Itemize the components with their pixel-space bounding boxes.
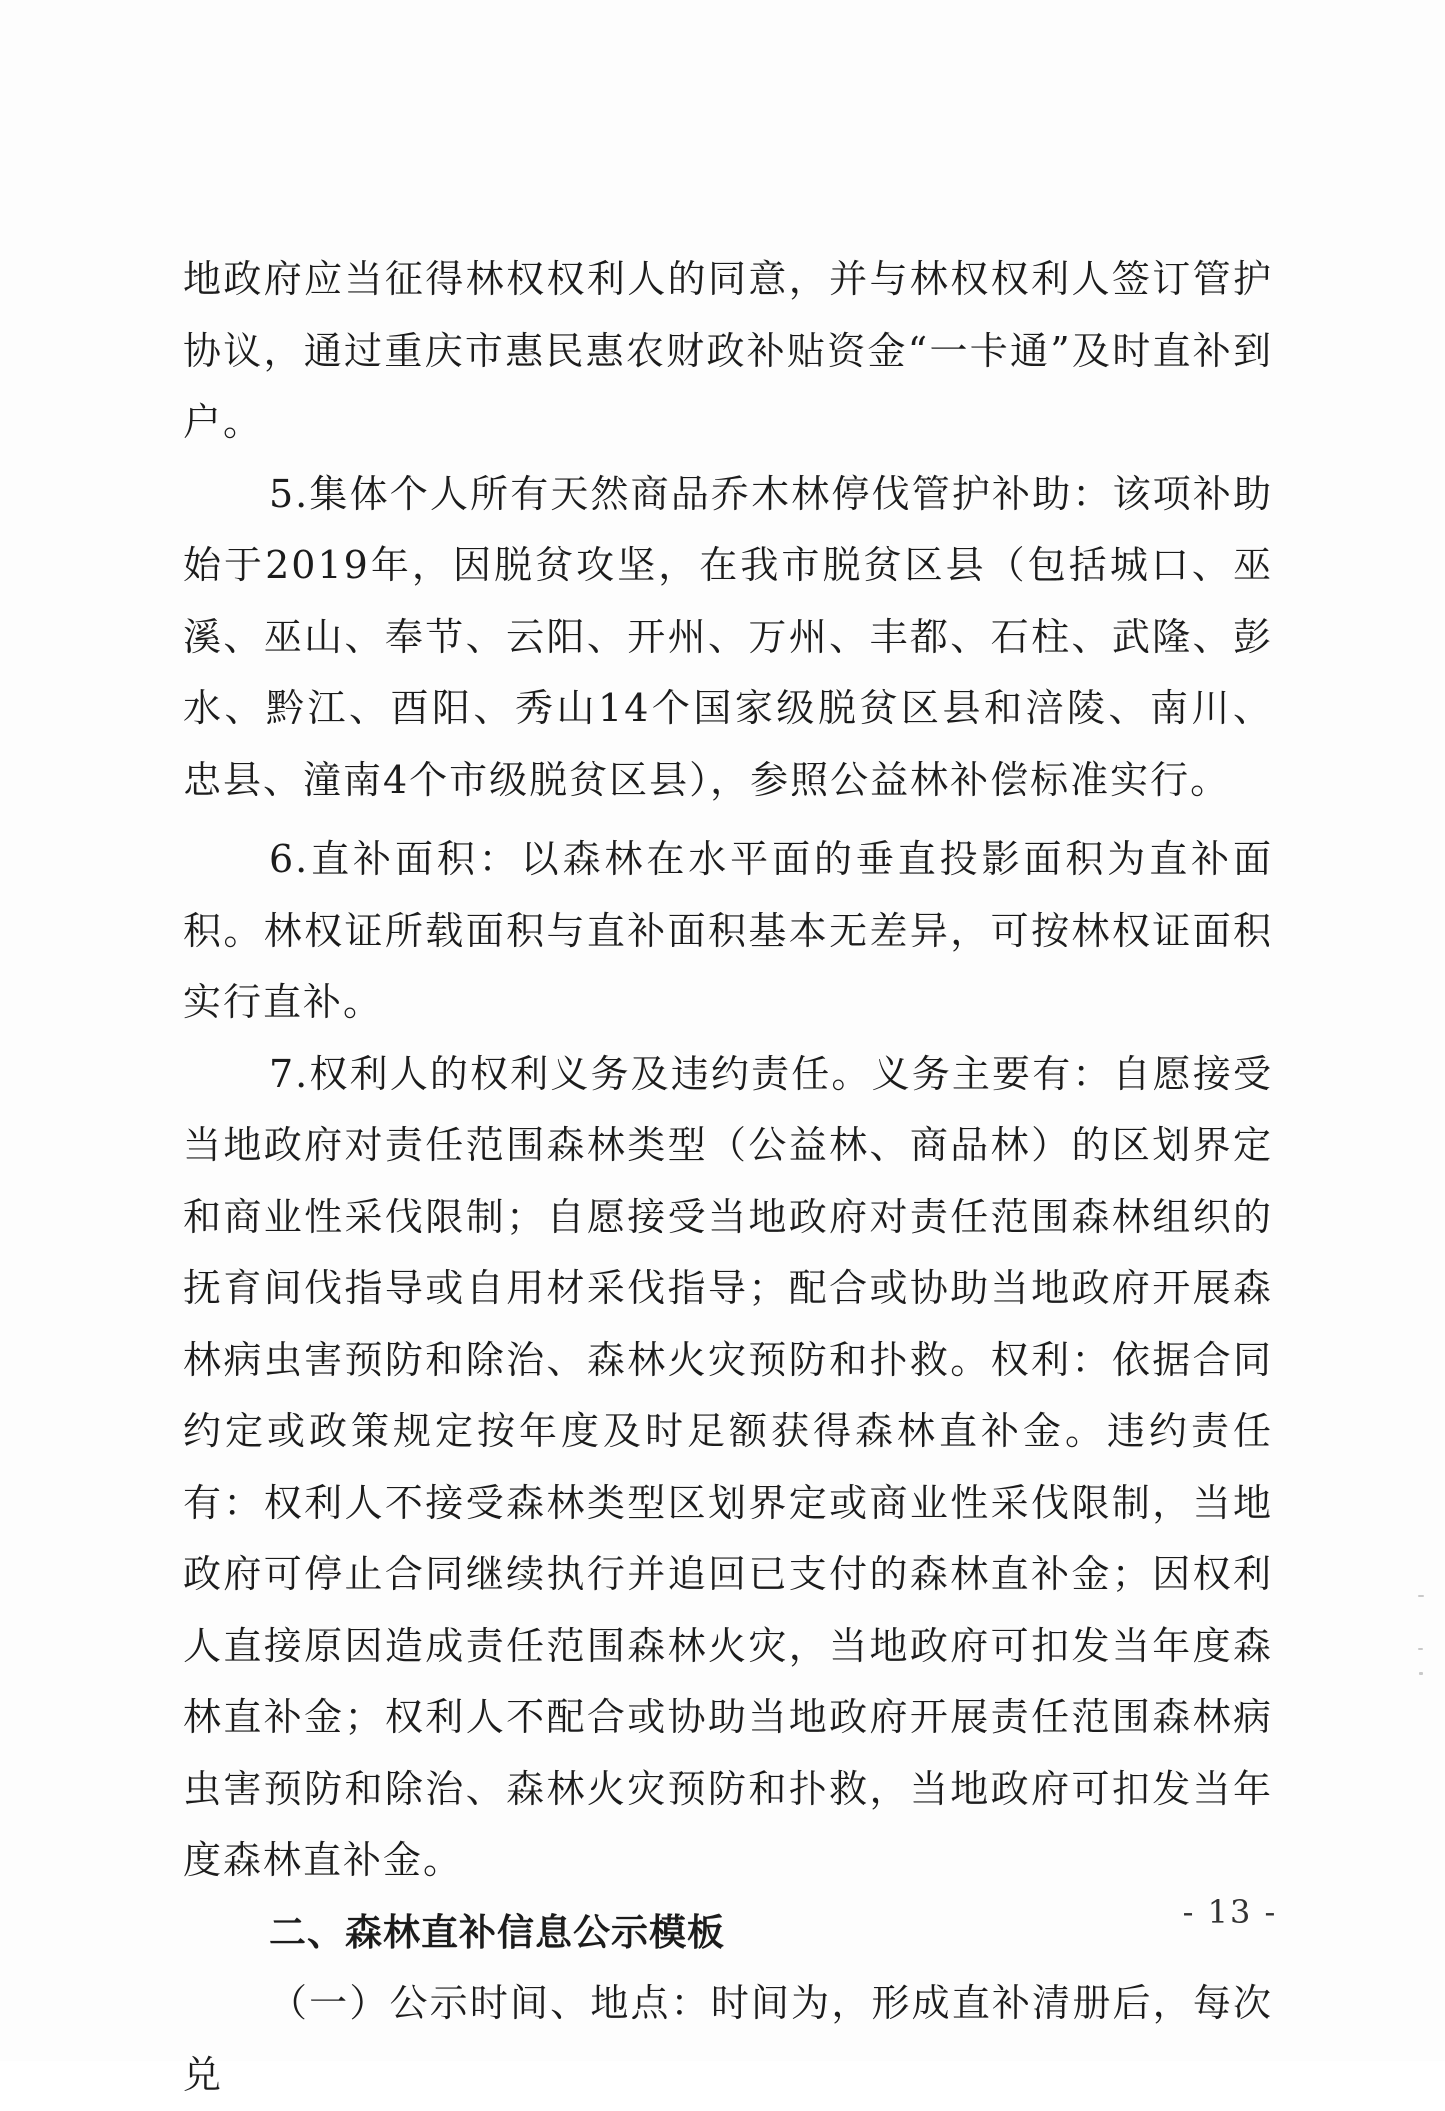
paragraph-5-natural-forest-subsidy: 5.集体个人所有天然商品乔木林停伐管护补助：该项补助始于2019年，因脱贫攻坚，在我市脱贫区县（包括城口、巫溪、巫山、奉节、云阳、开州、万州、丰都、石柱、武隆、彭水、黔江、酉阳、秀山14个国家级脱贫区县和涪陵、南川、忠县、潼南4个市级脱贫区县），参照公益林补偿标准实行。 [183,471,1273,802]
paragraph-7-rights-obligations: 7.权利人的权利义务及违约责任。义务主要有：自愿接受当地政府对责任范围森林类型（公益林、商品林）的区划界定和商业性采伐限制；自愿接受当地政府对责任范围森林组织的抚育间伐指导或自用材采伐指导；配合或协助当地政府开展森林病虫害预防和除治、森林火灾预防和扑救。权利：依据合同约定或政策规定按年度及时足额获得森林直补金。违约责任有：权利人不接受森林类型区划界定或商业性采伐限制，当地政府可停止合同继续执行并追回已支付的森林直补金；因权利人直接原因造成责任范围森林火灾，当地政府可扣发当年度森林直补金；权利人不配合或协助当地政府开展责任范围森林病虫害预防和除治、森林火灾预防和扑救，当地政府可扣发当年度森林直补金。 [183,1051,1273,1882]
body-text [183,244,1273,2111]
paragraph-6-subsidy-area: 6.直补面积：以森林在水平面的垂直投影面积为直补面积。林权证所载面积与直补面积基本无差异，可按林权证面积实行直补。 [183,837,1273,1024]
section-heading: 二、森林直补信息公示模板 [269,1910,725,1954]
scan-speck [1418,1595,1424,1597]
scan-speck [1418,1648,1423,1650]
paragraph-publicity-time: （一）公示时间、地点：时间为，形成直补清册后，每次兑 [183,1981,1273,2097]
scan-speck [1419,1672,1423,1675]
page-number: - 13 - [1182,1893,1278,1931]
paragraph-continued: 地政府应当征得林权权利人的同意，并与林权权利人签订管护协议，通过重庆市惠民惠农财政补贴资金“一卡通”及时直补到户。 [183,257,1273,444]
